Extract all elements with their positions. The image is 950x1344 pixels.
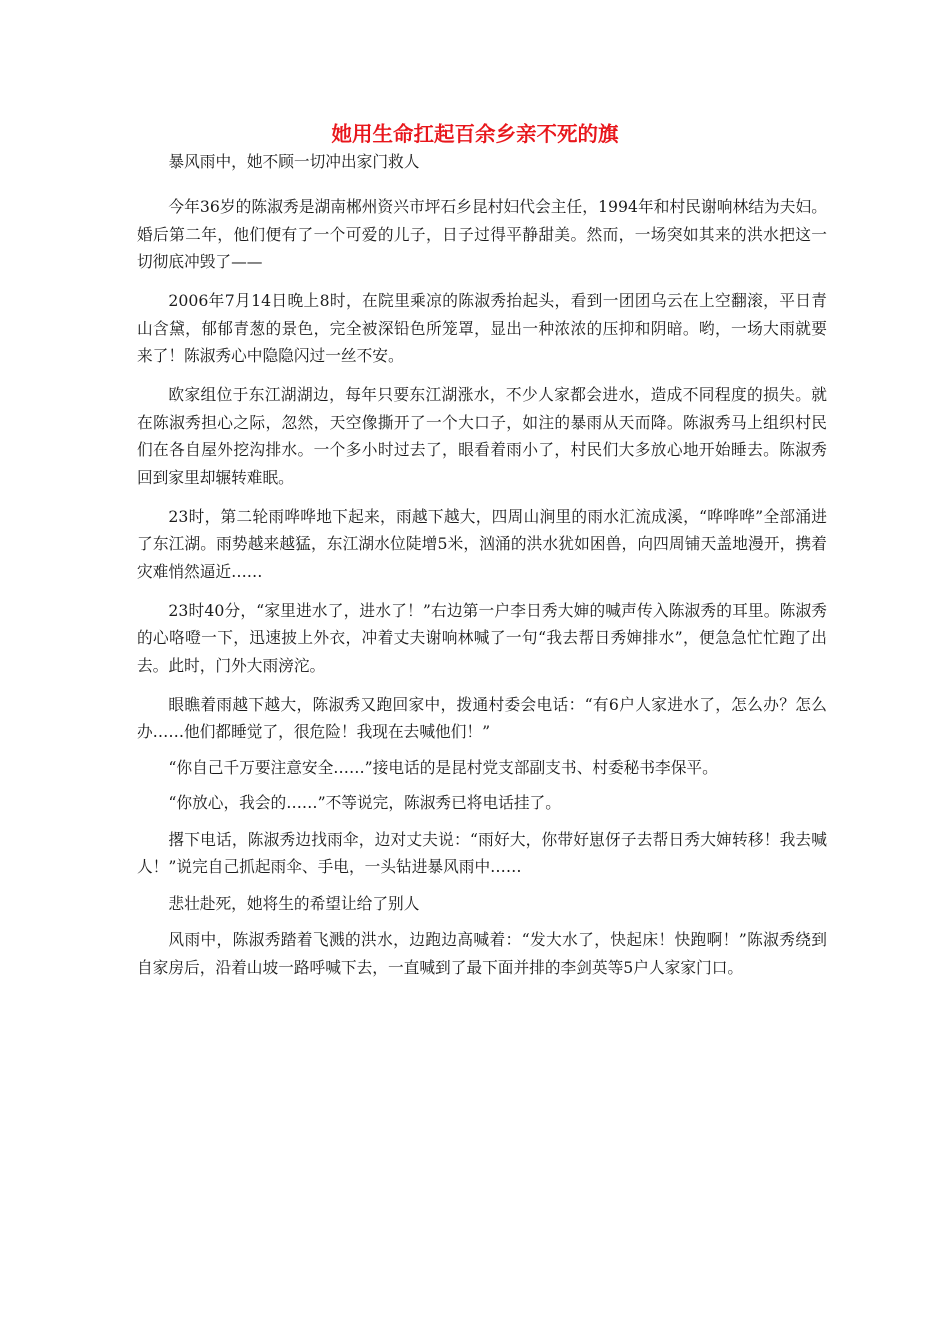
body-paragraph: “你自己千万要注意安全……”接电话的是昆村党支部副支书、村委秘书李保平。 xyxy=(168,757,718,777)
body-paragraph: 风雨中，陈淑秀踏着飞溅的洪水，边跑边高喊着：“发大水了，快起床！快跑啊！”陈淑秀绕到自家房后，沿着山坡一路呼喊下去，一直喊到了最下面并排的李剑英等5户人家家门口。 xyxy=(137,930,827,977)
body-paragraph: 23时40分，“家里进水了，进水了！”右边第一户李日秀大婶的喊声传入陈淑秀的耳里。陈淑秀的心咯噔一下，迅速披上外衣，冲着丈夫谢响林喊了一句“我去帮日秀婶排水”，便急急忙忙跑了出去。此时，门外大雨滂沱。 xyxy=(137,600,827,675)
section-heading: 悲壮赴死，她将生的希望让给了别人 xyxy=(168,893,420,913)
body-paragraph: 欧家组位于东江湖湖边，每年只要东江湖涨水，不少人家都会进水，造成不同程度的损失。就在陈淑秀担心之际，忽然，天空像撕开了一个大口子，如注的暴雨从天而降。陈淑秀马上组织村民们在各自屋外挖沟排水。一个多小时过去了，眼看着雨小了，村民们大多放心地开始睡去。陈淑秀回到家里却辗转难眠。 xyxy=(137,385,827,487)
body-paragraph: 眼瞧着雨越下越大，陈淑秀又跑回家中，拨通村委会电话：“有6户人家进水了，怎么办？怎么办……他们都睡觉了，很危险！我现在去喊他们！” xyxy=(137,694,827,741)
body-paragraph: 撂下电话，陈淑秀边找雨伞，边对丈夫说：“雨好大，你带好崽伢子去帮日秀大婶转移！我去喊人！”说完自己抓起雨伞、手电，一头钻进暴风雨中…… xyxy=(137,829,827,876)
body-paragraph: “你放心，我会的……”不等说完，陈淑秀已将电话挂了。 xyxy=(168,793,561,812)
body-paragraph: 2006年7月14日晚上8时，在院里乘凉的陈淑秀抬起头，看到一团团乌云在上空翻滚，平日青山含黛，郁郁青葱的景色，完全被深铅色所笼罩，显出一种浓浓的压抑和阴暗。哟，一场大雨就要来了！陈淑秀心中隐隐闪过一丝不安。 xyxy=(137,291,827,365)
section-heading: 暴风雨中，她不顾一切冲出家门救人 xyxy=(168,152,420,171)
article-body xyxy=(137,148,827,981)
body-paragraph: 23时，第二轮雨哗哗地下起来，雨越下越大，四周山涧里的雨水汇流成溪，“哗哗哗”全部涌进了东江湖。雨势越来越猛，东江湖水位陡增5米，汹涌的洪水犹如困兽，向四周铺天盖地漫开，携着灾难悄然逼近…… xyxy=(137,506,827,581)
page-title: 她用生命扛起百余乡亲不死的旗 xyxy=(331,122,619,146)
body-paragraph: 今年36岁的陈淑秀是湖南郴州资兴市坪石乡昆村妇代会主任，1994年和村民谢响林结为夫妇。婚后第二年，他们便有了一个可爱的儿子，日子过得平静甜美。然而，一场突如其来的洪水把这一切彻底冲毁了—— xyxy=(137,197,827,271)
